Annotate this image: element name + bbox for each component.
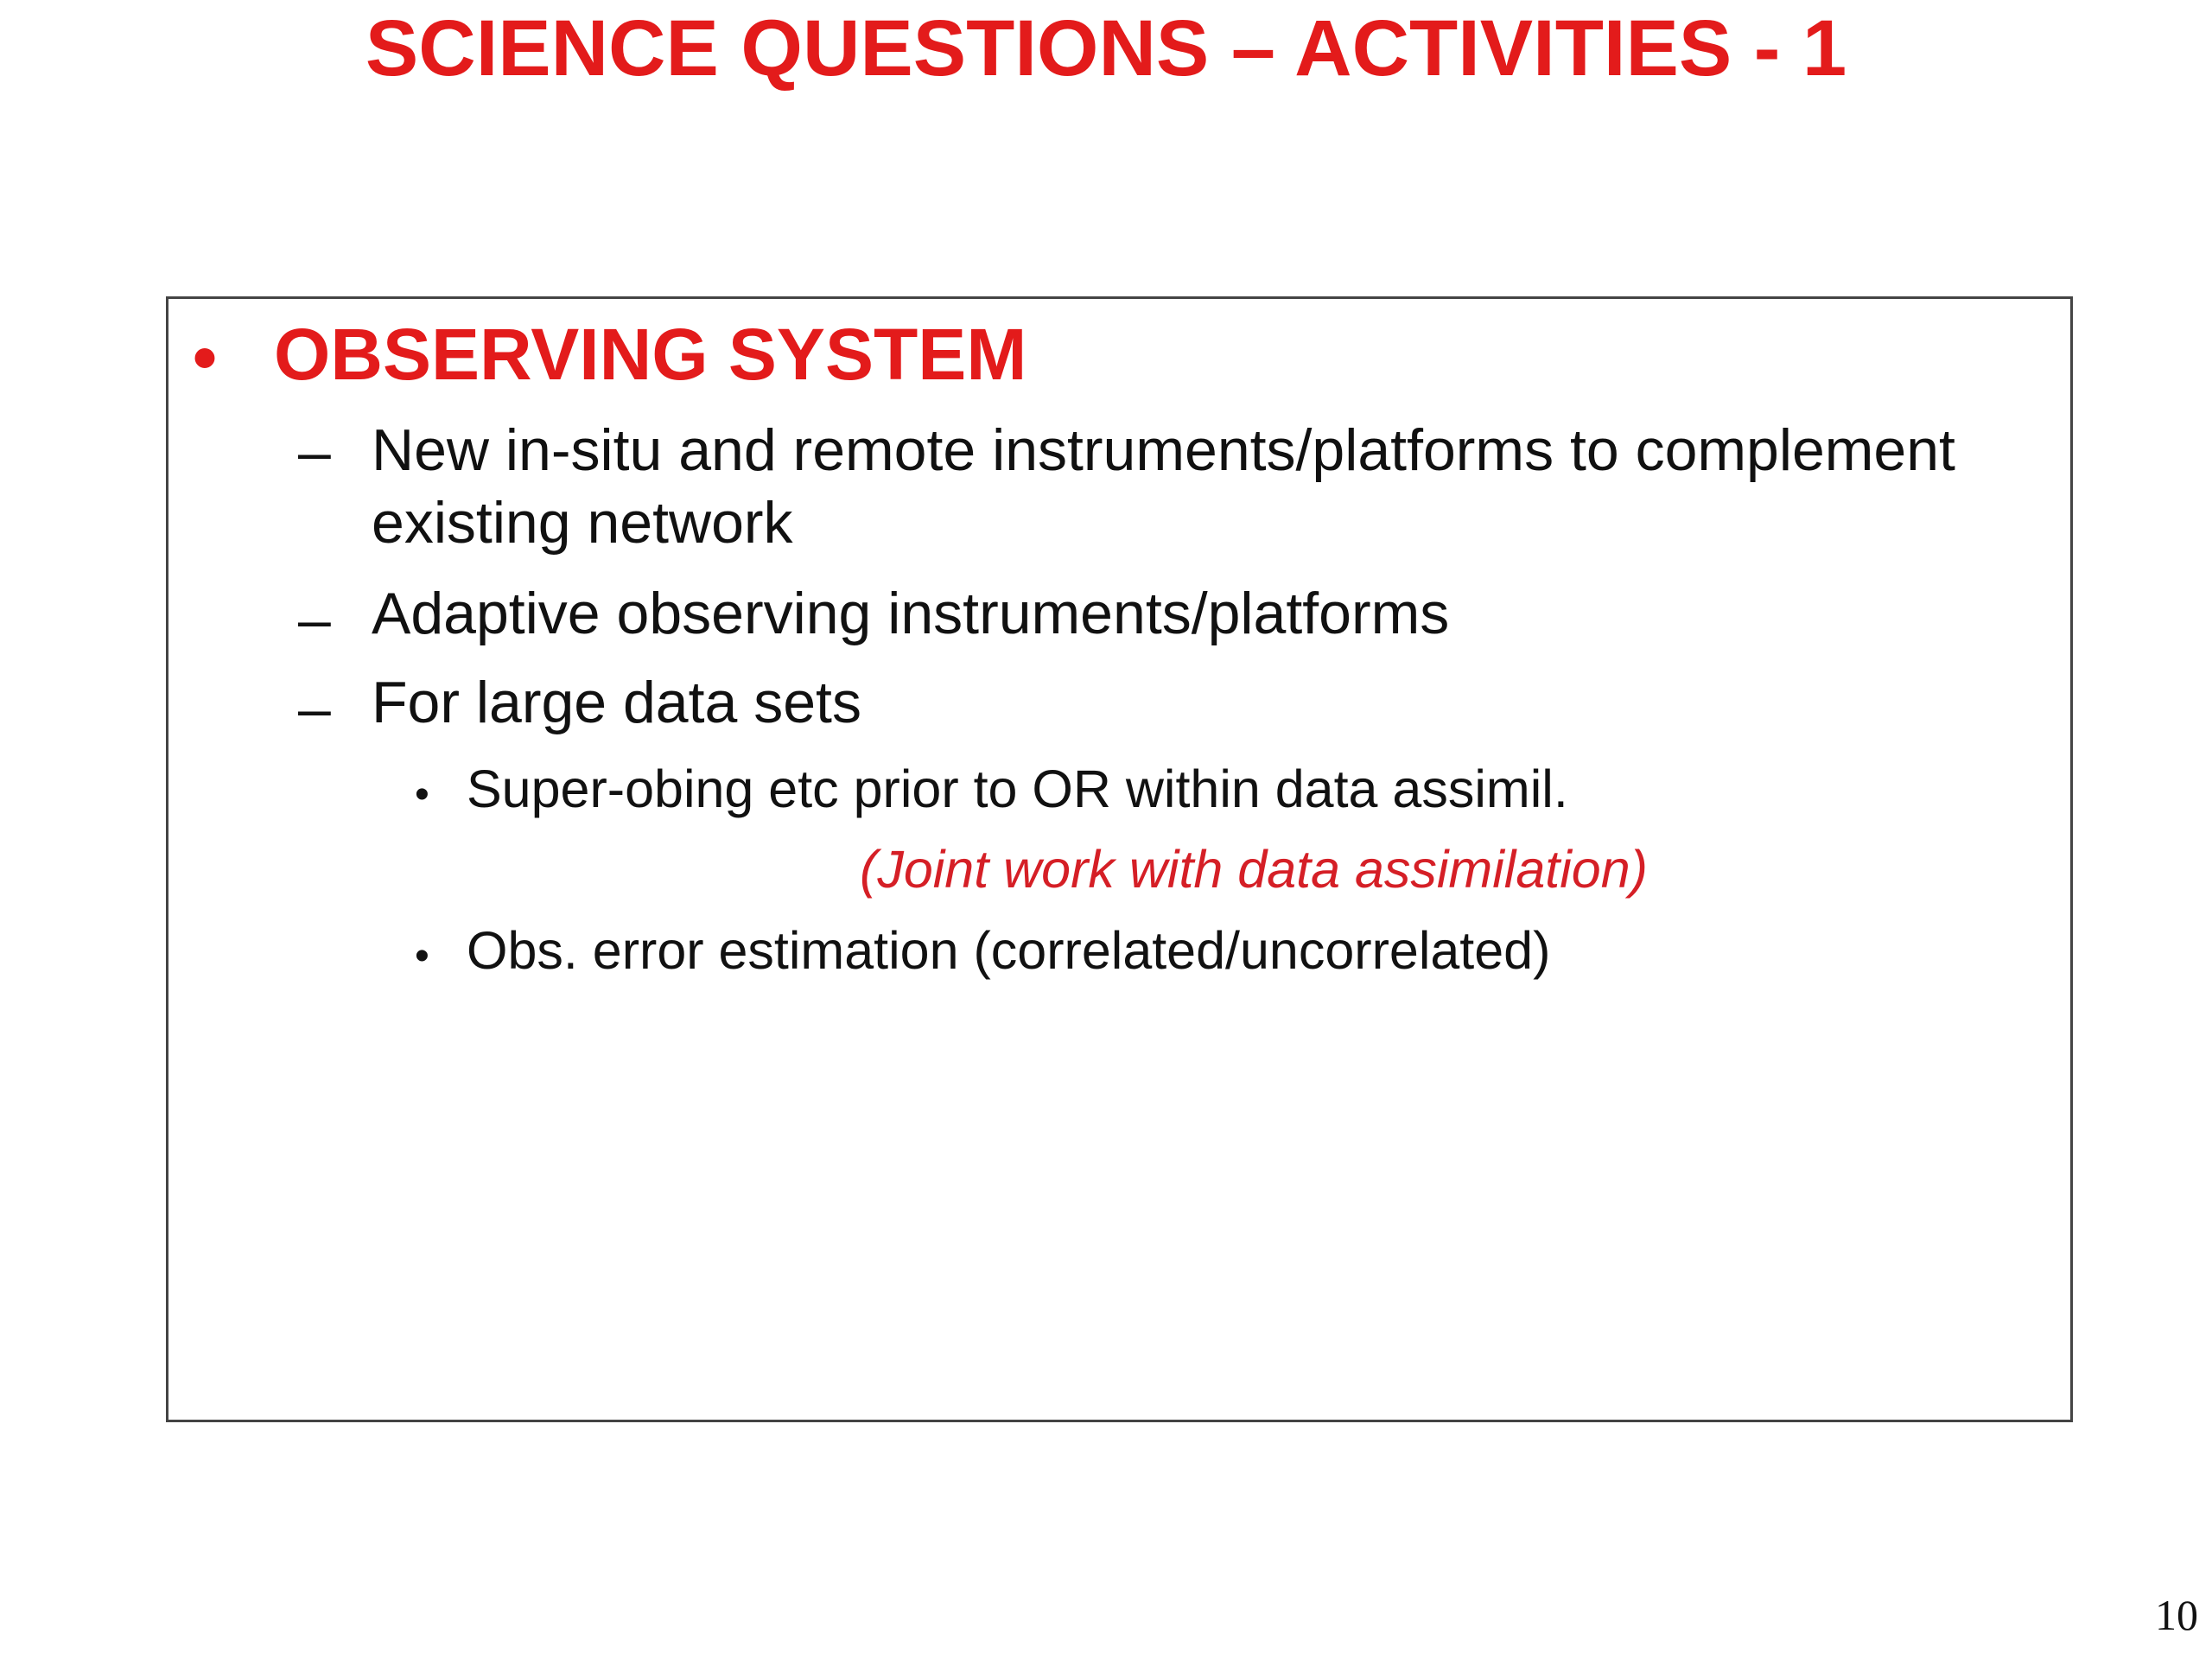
dash-marker: –	[298, 676, 331, 741]
bullet-marker: •	[415, 772, 429, 817]
sub-item-super-obing: Super-obing etc prior to OR within data assimil.	[467, 760, 1568, 818]
list-item-line: existing network	[372, 490, 793, 556]
bullet-marker: •	[415, 933, 429, 979]
slide-title: SCIENCE QUESTIONS – ACTIVITIES - 1	[365, 4, 1847, 92]
list-item-adaptive: Adaptive observing instruments/platforms	[372, 581, 1450, 646]
page-number: 10	[2155, 1591, 2198, 1639]
section-heading: OBSERVING SYSTEM	[274, 314, 1027, 395]
list-item-new-instruments	[372, 414, 1955, 559]
sub-item-obs-error: Obs. error estimation (correlated/uncorrelated)	[467, 921, 1551, 980]
heading-bullet: •	[193, 319, 218, 396]
content-box	[166, 296, 2073, 1422]
note-joint-work: (Joint work with data assimilation)	[860, 840, 1648, 899]
list-item-large-data: For large data sets	[372, 670, 861, 735]
dash-marker: –	[298, 419, 331, 485]
list-item-line: New in-situ and remote instruments/platforms to complement	[372, 417, 1955, 483]
dash-marker: –	[298, 587, 331, 652]
